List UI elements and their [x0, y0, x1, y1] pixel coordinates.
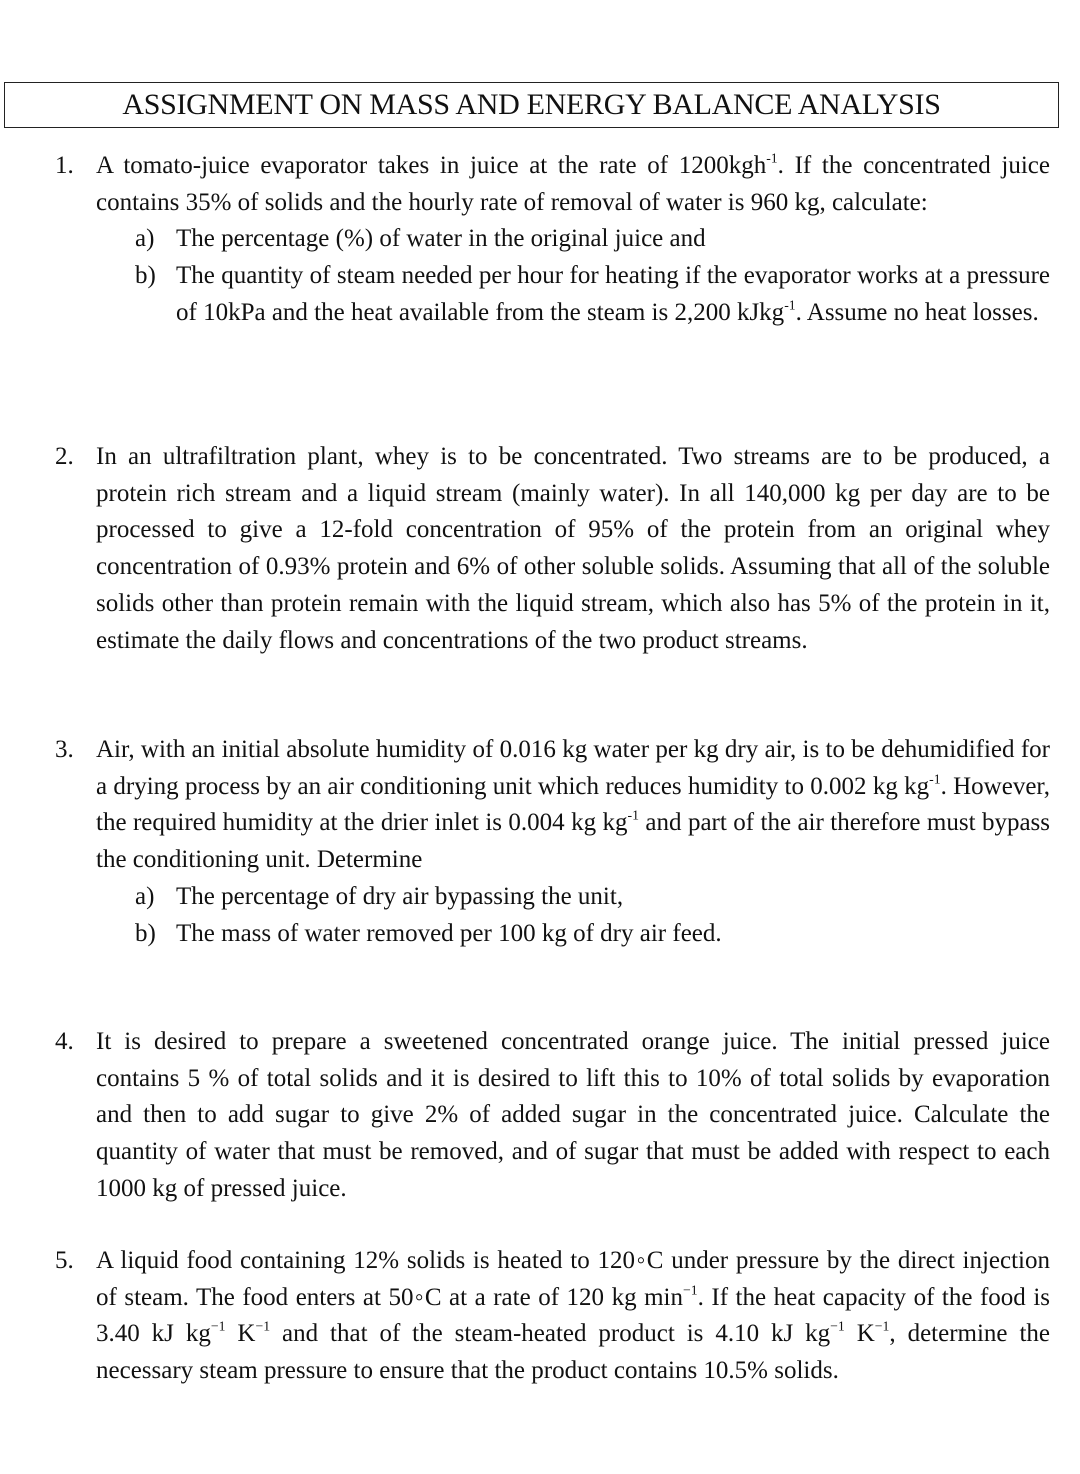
page-title: ASSIGNMENT ON MASS AND ENERGY BALANCE ANALYSIS	[122, 88, 941, 121]
question-4	[55, 1024, 1050, 1208]
question-5	[55, 1243, 1050, 1390]
question-1	[55, 148, 1050, 332]
sub-question-label: b)	[135, 919, 156, 947]
question-text: Air, with an initial absolute humidity of 0.016 kg water per kg dry air, is to be dehumidified for a drying process by an air conditioning unit which reduces humidity to 0.002 kg $kg^{-1}$. However, the required humidity at the drier inlet is 0.004 kg $kg^{-1}$ and part of the air therefore must bypass the conditioning unit. Determine	[96, 736, 1050, 874]
sub-question-text: The mass of water removed per 100 kg of dry air feed.	[176, 919, 722, 947]
sub-question-b	[135, 916, 1050, 953]
sub-question-b: b) The quantity of steam needed per hour for heating if the evaporator works at a pressure of 10kPa and the heat available from the steam is 2,200 kJkg$^{-1}$. Assume no heat losses.	[176, 258, 1050, 331]
sub-question-a	[135, 879, 1050, 916]
question-text: It is desired to prepare a sweetened concentrated orange juice. The initial pressed juice contains 5 % of total solids and it is desired to lift this to 10% of total solids by evaporation and then to add sugar to give 2% of added sugar in the concentrated juice. Calculate the quantity of water that must be removed, and of sugar that must be added with respect to each 1000 kg of pressed juice.	[96, 1028, 1050, 1202]
sub-question-label: a)	[135, 882, 155, 910]
question-text: A tomato-juice evaporator takes in juice at the rate of 1200kgh$^{-1}$. If the concentrated juice contains 35% of solids and the hourly rate of removal of water is 960 kg, calculate:	[96, 150, 1051, 216]
question-number: 1.	[55, 152, 74, 179]
question-number: 4.	[55, 1028, 74, 1055]
question-number: 3.	[55, 736, 74, 763]
question-3	[55, 732, 1050, 952]
title-box	[4, 82, 1059, 128]
question-text: A liquid food containing 12% solids is heated to 120◦C under pressure by the direct injection of steam. The food enters at 50◦C at a rate of 120 kg $\min^{-1}$. If the heat capacity of the food is 3.40 kJ $kg^{-1}$ $K^{-1}$ and that of the steam-heated product is 4.10 kJ $kg^{-1}$ $K^{-1}$, determine the necessary steam pressure to ensure that the product contains 10.5% solids.	[96, 1247, 1050, 1385]
sub-question-a	[135, 221, 1050, 258]
question-text: In an ultrafiltration plant, whey is to be concentrated. Two streams are to be produced, a protein rich stream and a liquid stream (mainly water). In all 140,000 kg per day are to be processed to give a 12-fold concentration of 95% of the protein from an original whey concentration of 0.93% protein and 6% of other soluble solids. Assuming that all of the soluble solids other than protein remain with the liquid stream, which also has 5% of the protein in it, estimate the daily flows and concentrations of the two product streams.	[96, 443, 1050, 654]
sub-question-text: The percentage of dry air bypassing the unit,	[176, 882, 624, 910]
sub-question-label: a)	[135, 225, 155, 253]
question-2	[55, 439, 1050, 659]
question-number: 5.	[55, 1247, 74, 1274]
sub-question-label: b)	[135, 262, 156, 290]
question-number: 2.	[55, 443, 74, 470]
sub-question-text: The percentage (%) of water in the original juice and	[176, 225, 706, 253]
